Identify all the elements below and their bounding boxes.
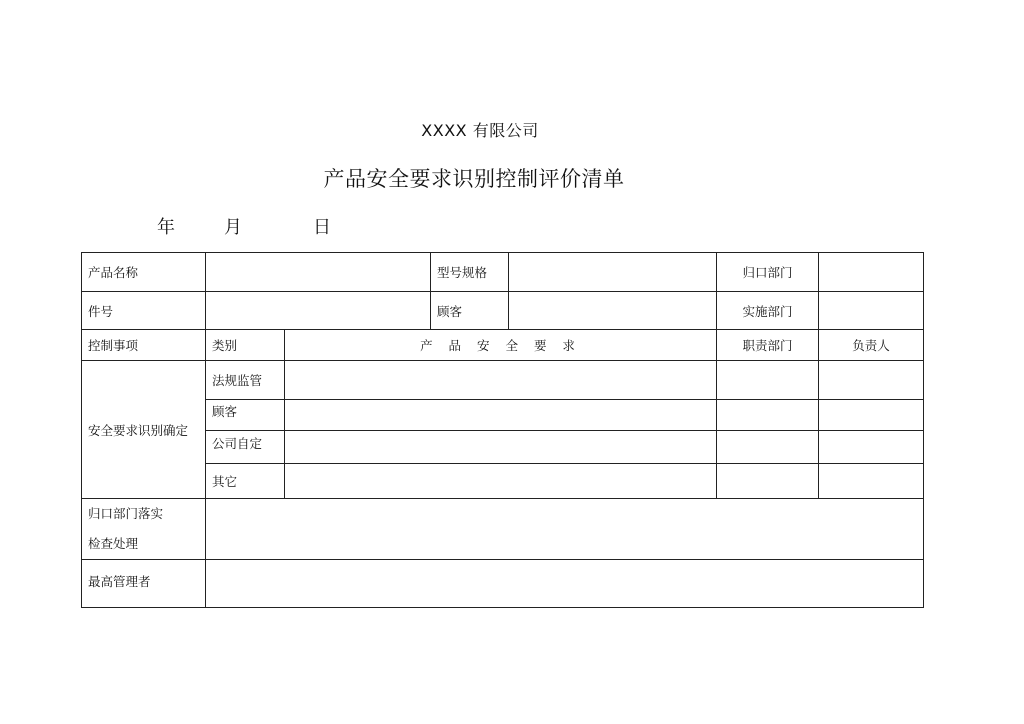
person-field[interactable]: [819, 361, 924, 400]
date-year-label: 年: [157, 217, 175, 238]
inspection-field[interactable]: [206, 499, 924, 560]
product-name-label: 产品名称: [82, 253, 206, 292]
inspection-label-line1: 归口部门落实: [88, 506, 164, 521]
person-field[interactable]: [819, 464, 924, 499]
duty-dept-field[interactable]: [717, 431, 819, 464]
date-line: [0, 213, 400, 237]
identification-label: 安全要求识别确定: [82, 361, 206, 499]
duty-dept-header: 职责部门: [717, 330, 819, 361]
requirement-field[interactable]: [285, 400, 717, 431]
duty-dept-field[interactable]: [717, 400, 819, 431]
duty-dept-field[interactable]: [717, 464, 819, 499]
part-no-label: 件号: [82, 292, 206, 330]
implementing-dept-label: 实施部门: [717, 292, 819, 330]
requirement-field[interactable]: [285, 464, 717, 499]
company-name: XXXX 有限公司: [421, 121, 539, 140]
responsible-dept-field[interactable]: [819, 253, 924, 292]
part-no-field[interactable]: [206, 292, 431, 330]
date-day-label: 日: [313, 217, 331, 238]
implementing-dept-field[interactable]: [819, 292, 924, 330]
model-spec-field[interactable]: [509, 253, 717, 292]
category-name: 顾客: [206, 400, 285, 431]
table-row: [82, 400, 924, 431]
document-title: 产品安全要求识别控制评价清单: [323, 167, 625, 191]
category-name: 法规监管: [206, 361, 285, 400]
requirement-field[interactable]: [285, 431, 717, 464]
top-manager-row: [82, 560, 924, 608]
table-row: [82, 431, 924, 464]
table-row: [82, 464, 924, 499]
control-item-header: 控制事项: [82, 330, 206, 361]
person-in-charge-header: 负责人: [819, 330, 924, 361]
date-month-label: 月: [224, 217, 242, 238]
table-row: [82, 361, 924, 400]
requirements-header: 产 品 安 全 要 求: [285, 330, 717, 361]
customer-field[interactable]: [509, 292, 717, 330]
requirement-field[interactable]: [285, 361, 717, 400]
evaluation-form-table: [81, 252, 924, 608]
part-info-row: [82, 292, 924, 330]
person-field[interactable]: [819, 431, 924, 464]
person-field[interactable]: [819, 400, 924, 431]
inspection-label-line2: 检查处理: [88, 536, 139, 551]
responsible-dept-label: 归口部门: [717, 253, 819, 292]
top-manager-field[interactable]: [206, 560, 924, 608]
product-info-row: [82, 253, 924, 292]
category-name: 其它: [206, 464, 285, 499]
inspection-row: [82, 499, 924, 560]
category-name: 公司自定: [206, 431, 285, 464]
column-header-row: [82, 330, 924, 361]
top-manager-label: 最高管理者: [82, 560, 206, 608]
category-header: 类别: [206, 330, 285, 361]
customer-label: 顾客: [431, 292, 509, 330]
duty-dept-field[interactable]: [717, 361, 819, 400]
inspection-label: [82, 499, 206, 560]
product-name-field[interactable]: [206, 253, 431, 292]
model-spec-label: 型号规格: [431, 253, 509, 292]
